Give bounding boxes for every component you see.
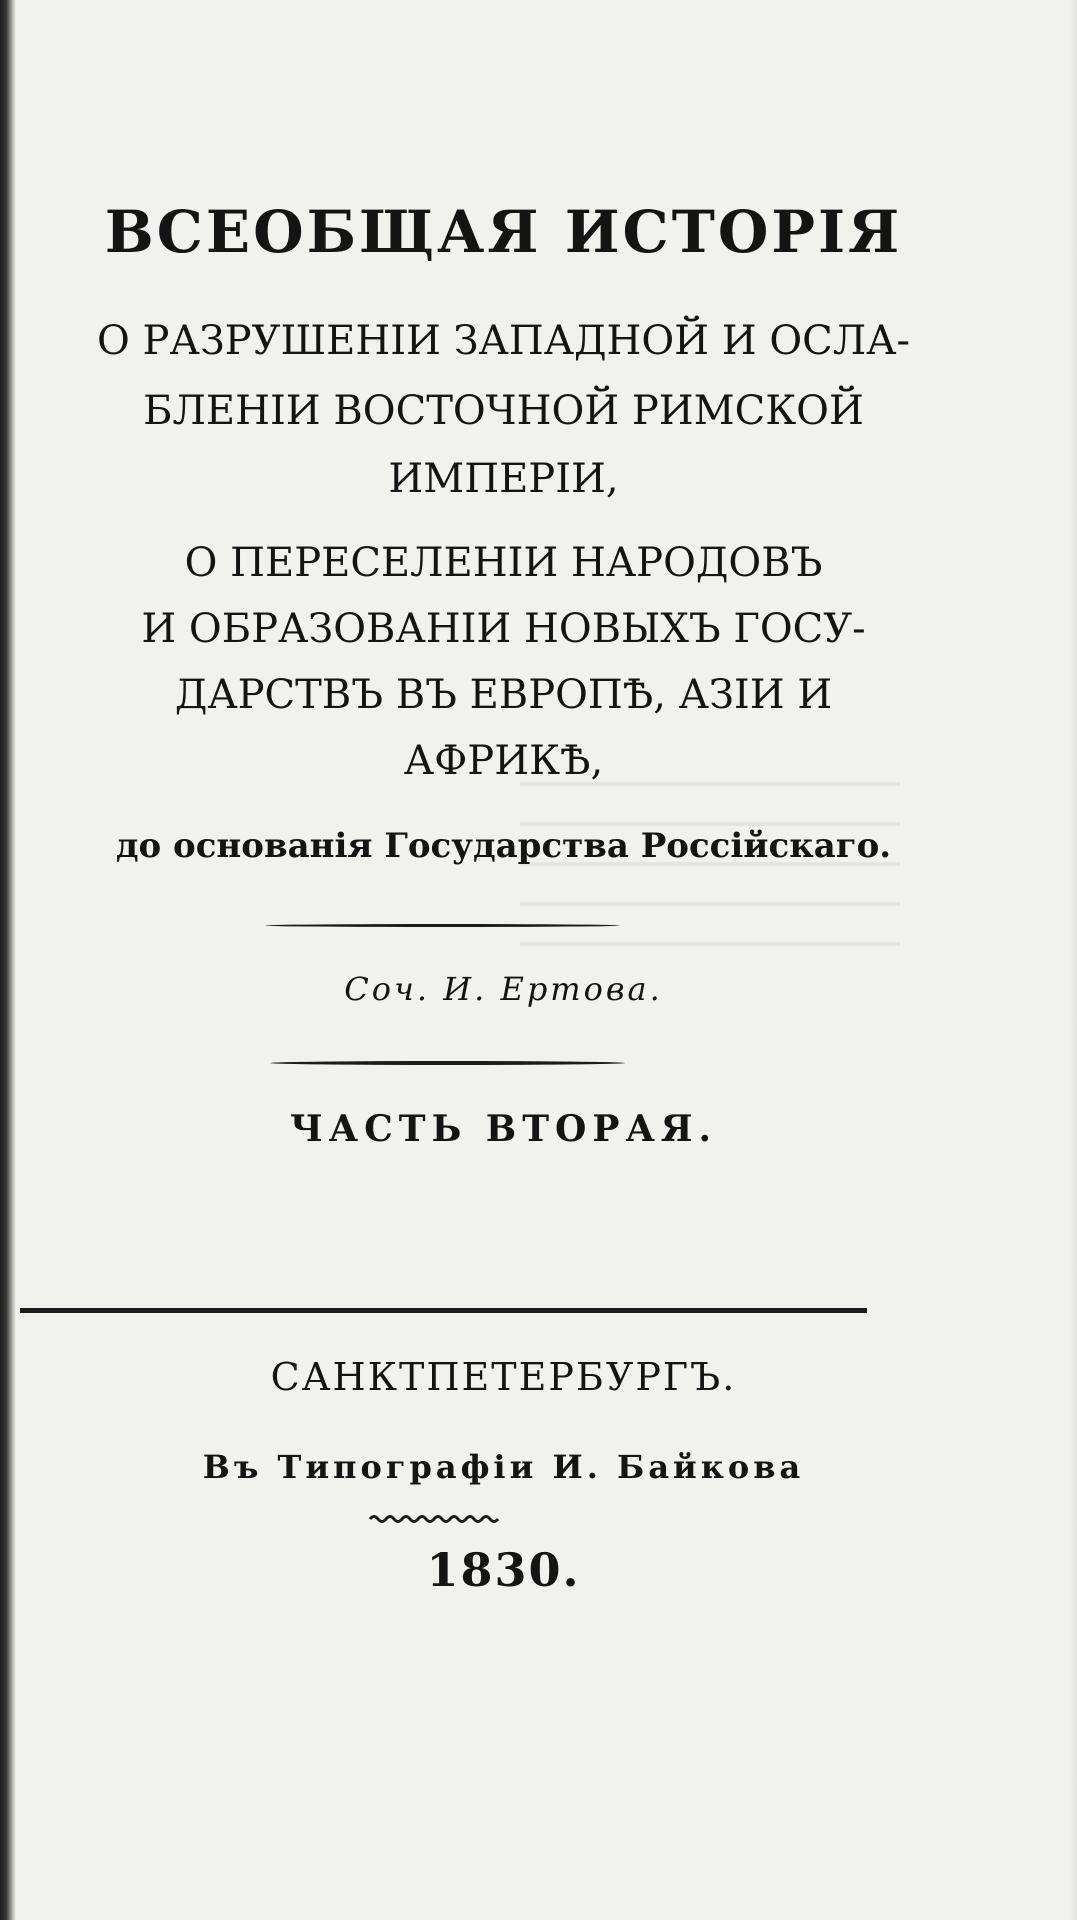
part-label: ЧАСТЬ ВТОРАЯ. bbox=[289, 1108, 718, 1150]
author-line: Соч. И. Ертова. bbox=[344, 970, 663, 1008]
divider-rule-middle bbox=[270, 1061, 625, 1065]
imprint-city: САНКТПЕТЕРБУРГЪ. bbox=[270, 1355, 737, 1399]
subtitle-line-2: БЛЕНІИ ВОСТОЧНОЙ РИМСКОЙ bbox=[143, 388, 864, 434]
until-line: до основанія Государства Россійскаго. bbox=[115, 826, 892, 866]
divider-rule-upper bbox=[265, 924, 620, 927]
binding-shadow bbox=[0, 0, 16, 1920]
subtitle-line-7: АФРИКѢ, bbox=[403, 738, 604, 784]
divider-rule-long bbox=[20, 1308, 867, 1313]
book-title: ВСЕОБЩАЯ ИСТОРІЯ bbox=[104, 198, 903, 266]
imprint-year: 1830. bbox=[426, 1543, 581, 1597]
page-edge bbox=[1069, 0, 1077, 1920]
subtitle-line-3: ИМПЕРІИ, bbox=[388, 456, 619, 502]
ornament-squiggle-icon bbox=[368, 1512, 502, 1526]
subtitle-line-6: ДАРСТВЪ ВЪ ЕВРОПѢ, АЗІИ И bbox=[174, 672, 833, 718]
subtitle-line-4: О ПЕРЕСЕЛЕНІИ НАРОДОВЪ bbox=[184, 540, 823, 586]
imprint-press: Въ Типографіи И. Байкова bbox=[202, 1448, 805, 1486]
subtitle-line-1: О РАЗРУШЕНІИ ЗАПАДНОЙ И ОСЛА- bbox=[97, 318, 910, 364]
subtitle-line-5: И ОБРАЗОВАНІИ НОВЫХЪ ГОСУ- bbox=[141, 606, 866, 652]
